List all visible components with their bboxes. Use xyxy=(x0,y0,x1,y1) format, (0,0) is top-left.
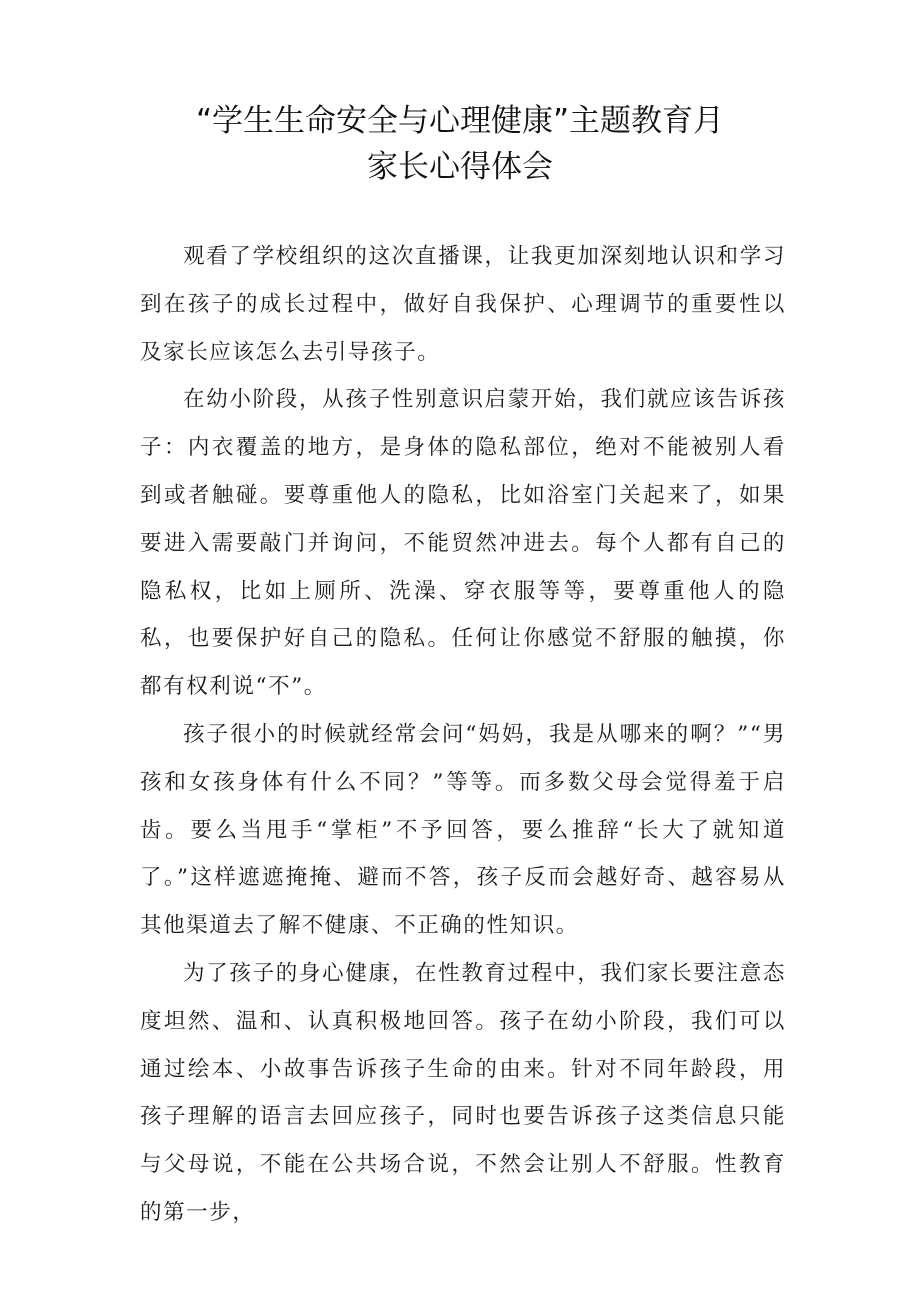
document-title xyxy=(0,98,920,190)
paragraph-1: 观看了学校组织的这次直播课，让我更加深刻地认识和学习到在孩子的成长过程中，做好自我保护、心理调节的重要性以及家长应该怎么去引导孩子。 xyxy=(140,244,786,365)
paragraph-2: 在幼小阶段，从孩子性别意识启蒙开始，我们就应该告诉孩子：内衣覆盖的地方，是身体的隐私部位，绝对不能被别人看到或者触碰。要尊重他人的隐私，比如浴室门关起来了，如果要进入需要敲门并询问，不能贸然冲进去。每个人都有自己的隐私权，比如上厕所、洗澡、穿衣服等等，要尊重他人的隐私，也要保护好自己的隐私。任何让你感觉不舒服的触摸，你都有权利说“不”。 xyxy=(140,387,786,700)
paragraph-3: 孩子很小的时候就经常会问“妈妈，我是从哪来的啊？”“男孩和女孩身体有什么不同？”等等。而多数父母会觉得羞于启齿。要么当甩手“掌柜”不予回答，要么推辞“长大了就知道了。”这样遮遮掩掩、避而不答，孩子反而会越好奇、越容易从其他渠道去了解不健康、不正确的性知识。 xyxy=(140,721,786,939)
title-line-1: “学生生命安全与心理健康”主题教育月 xyxy=(195,103,725,139)
paragraph-4: 为了孩子的身心健康，在性教育过程中，我们家长要注意态度坦然、温和、认真积极地回答。孩子在幼小阶段，我们可以通过绘本、小故事告诉孩子生命的由来。针对不同年龄段，用孩子理解的语言去回应孩子，同时也要告诉孩子这类信息只能与父母说，不能在公共场合说，不然会让别人不舒服。性教育的第一步， xyxy=(140,960,786,1225)
title-line-2: 家长心得体会 xyxy=(367,149,553,185)
document-body xyxy=(140,233,786,1237)
